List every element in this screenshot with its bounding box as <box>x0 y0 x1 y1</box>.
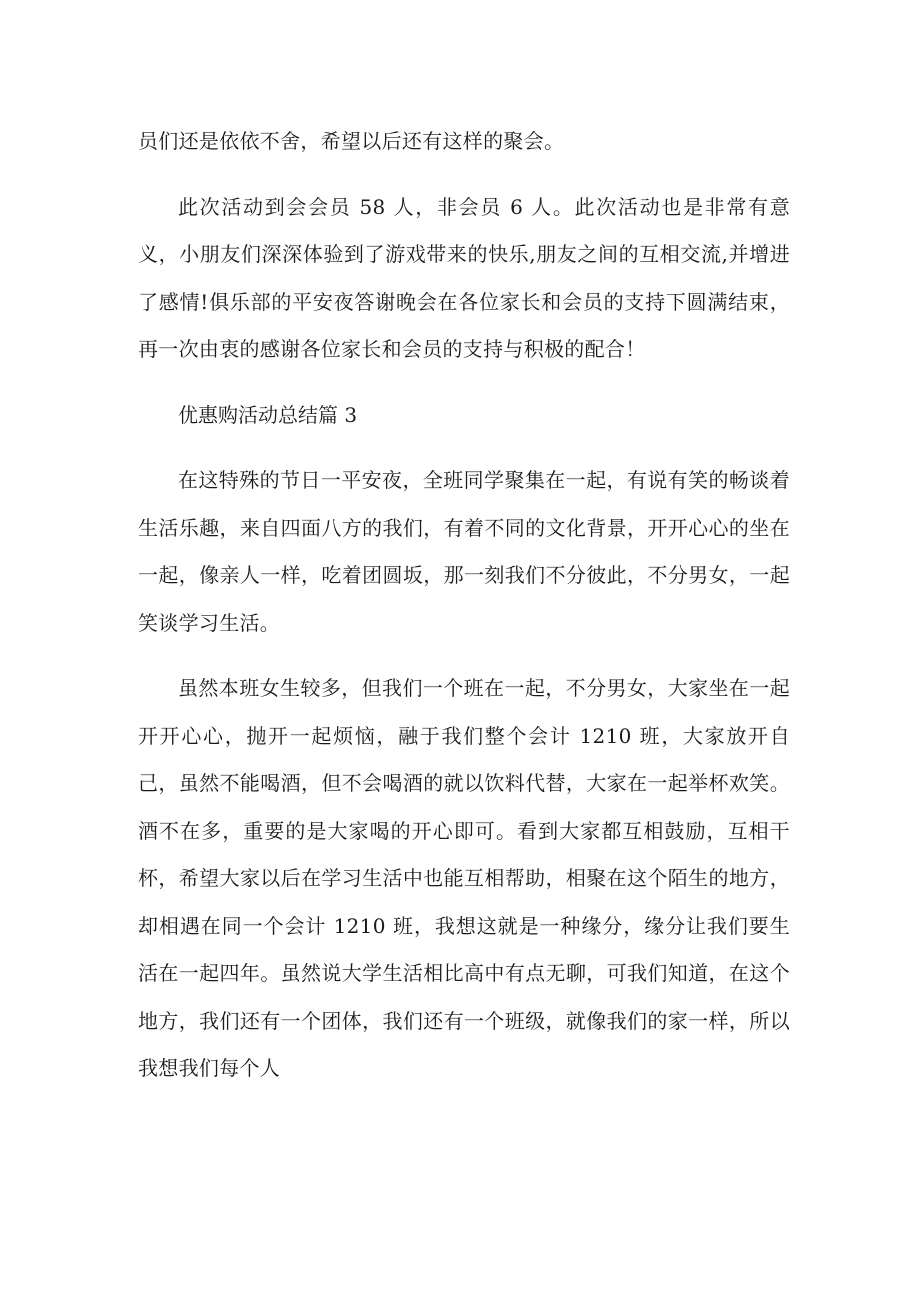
paragraph-continuation: 员们还是依依不舍，希望以后还有这样的聚会。 <box>138 129 565 153</box>
paragraph-christmas-eve: 在这特殊的节日一平安夜，全班同学聚集在一起，有说有笑的畅谈着生活乐趣，来自四面八方的我们，有着不同的文化背景，开开心心的坐在一起，像亲人一样，吃着团圆坂，那一刻我们不分彼此，不分男女，一起笑谈学习生活。 <box>138 468 790 635</box>
section-heading: 优惠购活动总结篇 3 <box>178 402 358 427</box>
paragraph-class-gathering: 虽然本班女生较多，但我们一个班在一起，不分男女，大家坐在一起开开心心，抛开一起烦恼，融于我们整个会计 1210 班，大家放开自己，虽然不能喝酒，但不会喝酒的就以饮料代替，大家在一起举杯欢笑。酒不在多，重要的是大家喝的开心即可。看到大家都互相鼓励，互相干杯，希望大家以后在学习生活中也能互相帮助，相聚在这个陌生的地方，却相遇在同一个会计 1210 班，我想这就是一种缘分，缘分让我们要生活在一起四年。虽然说大学生活相比高中有点无聊，可我们知道，在这个地方，我们还有一个团体，我们还有一个班级，就像我们的家一样，所以我想我们每个人 <box>138 676 790 1080</box>
document-body <box>138 118 790 1093</box>
paragraph-activity-summary: 此次活动到会会员 58 人，非会员 6 人。此次活动也是非常有意义，小朋友们深深体验到了游戏带来的快乐,朋友之间的互相交流,并增进了感情!俱乐部的平安夜答谢晚会在各位家长和会员的支持下圆满结束，再一次由衷的感谢各位家长和会员的支持与积极的配合！ <box>138 194 790 361</box>
